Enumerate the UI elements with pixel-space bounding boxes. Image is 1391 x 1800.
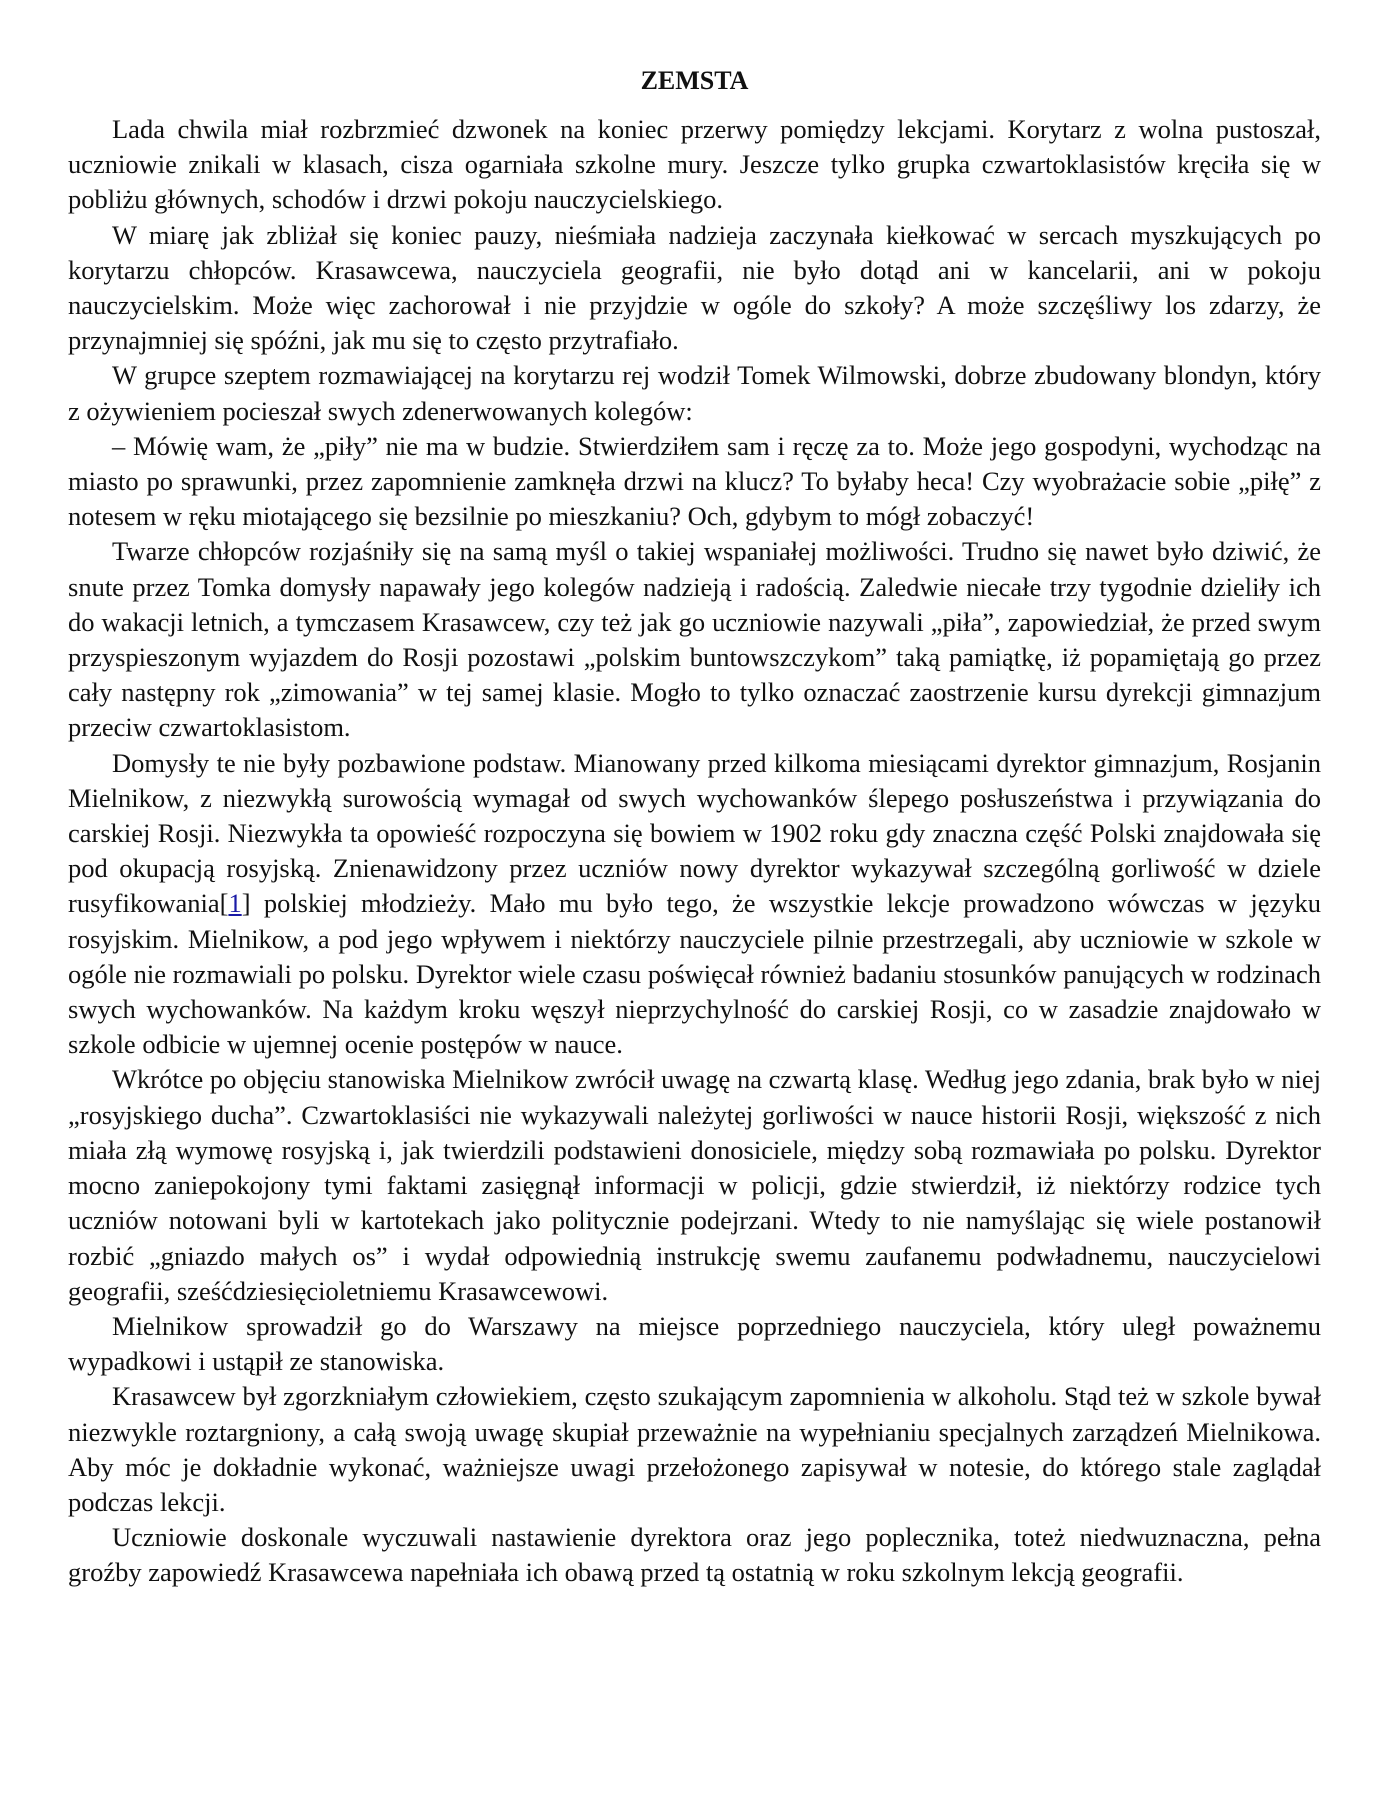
paragraph-7: Wkrótce po objęciu stanowiska Mielnikow zwrócił uwagę na czwartą klasę. Według jego zdania, brak było w niej „rosyjskiego ducha”. Czwartoklasiści nie wykazywali należytej gorliwości w nauce historii Rosji, większość z nich miała złą wymowę rosyjską i, jak twierdzili podstawieni donosiciele, między sobą rozmawiała po polsku. Dyrektor mocno zaniepokojony tymi faktami zasięgnął informacji w policji, gdzie stwierdził, iż niektórzy rodzice tych uczniów notowani byli w kartotekach jako politycznie podejrzani. Wtedy to nie namyślając się wiele postanowił rozbić „gniazdo małych os” i wydał odpowiednią instrukcję swemu zaufanemu podwładnemu, nauczycielowi geografii, sześćdziesięcioletniemu Krasawcewowi. — [68, 1064, 1321, 1306]
paragraph-1: Lada chwila miał rozbrzmieć dzwonek na koniec przerwy pomiędzy lekcjami. Korytarz z wolna pustoszał, uczniowie znikali w klasach, cisza ogarniała szkolne mury. Jeszcze tylko grupka czwartoklasistów kręciła się w pobliżu głównych, schodów i drzwi pokoju nauczycielskiego. — [68, 114, 1321, 215]
paragraph-3: W grupce szeptem rozmawiającej na korytarzu rej wodził Tomek Wilmowski, dobrze zbudowany blondyn, który z ożywieniem pocieszał swych zdenerwowanych kolegów: — [68, 360, 1321, 426]
paragraph-2: W miarę jak zbliżał się koniec pauzy, nieśmiała nadzieja zaczynała kiełkować w sercach myszkujących po korytarzu chłopców. Krasawcewa, nauczyciela geografii, nie było dotąd ani w kancelarii, ani w pokoju nauczycielskim. Może więc zachorował i nie przyjdzie w ogóle do szkoły? A może szczęśliwy los zdarzy, że przynajmniej się spóźni, jak mu się to często przytrafiało. — [68, 219, 1321, 356]
footnote-link-1[interactable]: 1 — [228, 888, 242, 919]
paragraph-9: Krasawcew był zgorzkniałym człowiekiem, często szukającym zapomnienia w alkoholu. Stąd też w szkole bywał niezwykle roztargniony, a całą swoją uwagę skupiał przeważnie na wypełnianiu specjalnych zarządzeń Mielnikowa. Aby móc je dokładnie wykonać, ważniejsze uwagi przełożonego zapisywał w notesie, do którego stale zaglądał podczas lekcji. — [68, 1381, 1321, 1517]
paragraph-6-text-before: Domysły te nie były pozbawione podstaw. Mianowany przed kilkoma miesiącami dyrektor gimnazjum, Rosjanin Mielnikow, z niezwykłą surowością wymagał od swych wychowanków ślepego posłuszeństwa i przywiązania do carskiej Rosji. Niezwykła ta opowieść rozpoczyna się bowiem w 1902 roku gdy znaczna część Polski znajdowała się pod okupacją rosyjską. Znienawidzony przez uczniów nowy dyrektor wykazywał szczególną gorliwość w dziele rusyfikowania[ — [68, 747, 1321, 919]
paragraph-8: Mielnikow sprowadził go do Warszawy na miejsce poprzedniego nauczyciela, który uległ poważnemu wypadkowi i ustąpił ze stanowiska. — [68, 1310, 1321, 1377]
document-title: ZEMSTA — [640, 66, 749, 95]
paragraph-5: Twarze chłopców rozjaśniły się na samą myśl o takiej wspaniałej możliwości. Trudno się nawet było dziwić, że snute przez Tomka domysły napawały jego kolegów nadzieją i radością. Zaledwie niecałe trzy tygodnie dzieliły ich do wakacji letnich, a tymczasem Krasawcew, czy też jak go uczniowie nazywali „piła”, zapowiedział, że przed swym przyspieszonym wyjazdem do Rosji pozostawi „polskim buntowszczykom” taką pamiątkę, iż popamiętają go przez cały następny rok „zimowania” w tej samej klasie. Mogło to tylko oznaczać zaostrzenie kursu dyrekcji gimnazjum przeciw czwartoklasistom. — [68, 536, 1321, 743]
paragraph-10: Uczniowie doskonale wyczuwali nastawienie dyrektora oraz jego poplecznika, toteż niedwuznaczna, pełna groźby zapowiedź Krasawcewa napełniała ich obawą przed tą ostatnią w roku szkolnym lekcją geografii. — [68, 1522, 1321, 1588]
paragraph-6-text-after: ] polskiej młodzieży. Mało mu było tego, że wszystkie lekcje prowadzono wówczas w języku rosyjskim. Mielnikow, a pod jego wpływem i niektórzy nauczyciele pilnie przestrzegali, aby uczniowie w szkole w ogóle nie rozmawiali po polsku. Dyrektor wiele czasu poświęcał również badaniu stosunków panujących w rodzinach swych wychowanków. Na każdym kroku węszył nieprzychylność do carskiej Rosji, co w zasadzie znajdowało w szkole odbicie w ujemnej ocenie postępów w nauce. — [68, 888, 1321, 1060]
document-page — [68, 66, 1321, 1591]
dialogue-paragraph: – Mówię wam, że „piły” nie ma w budzie. Stwierdziłem sam i ręczę za to. Może jego gospodyni, wychodząc na miasto po sprawunki, przez zapomnienie zamknęła drzwi na klucz? To byłaby heca! Czy wyobrażacie sobie „piłę” z notesem w ręku miotającego się bezsilnie po mieszkaniu? Och, gdybym to mógł zobaczyć! — [68, 430, 1321, 532]
paragraph-6 — [68, 746, 1321, 1063]
